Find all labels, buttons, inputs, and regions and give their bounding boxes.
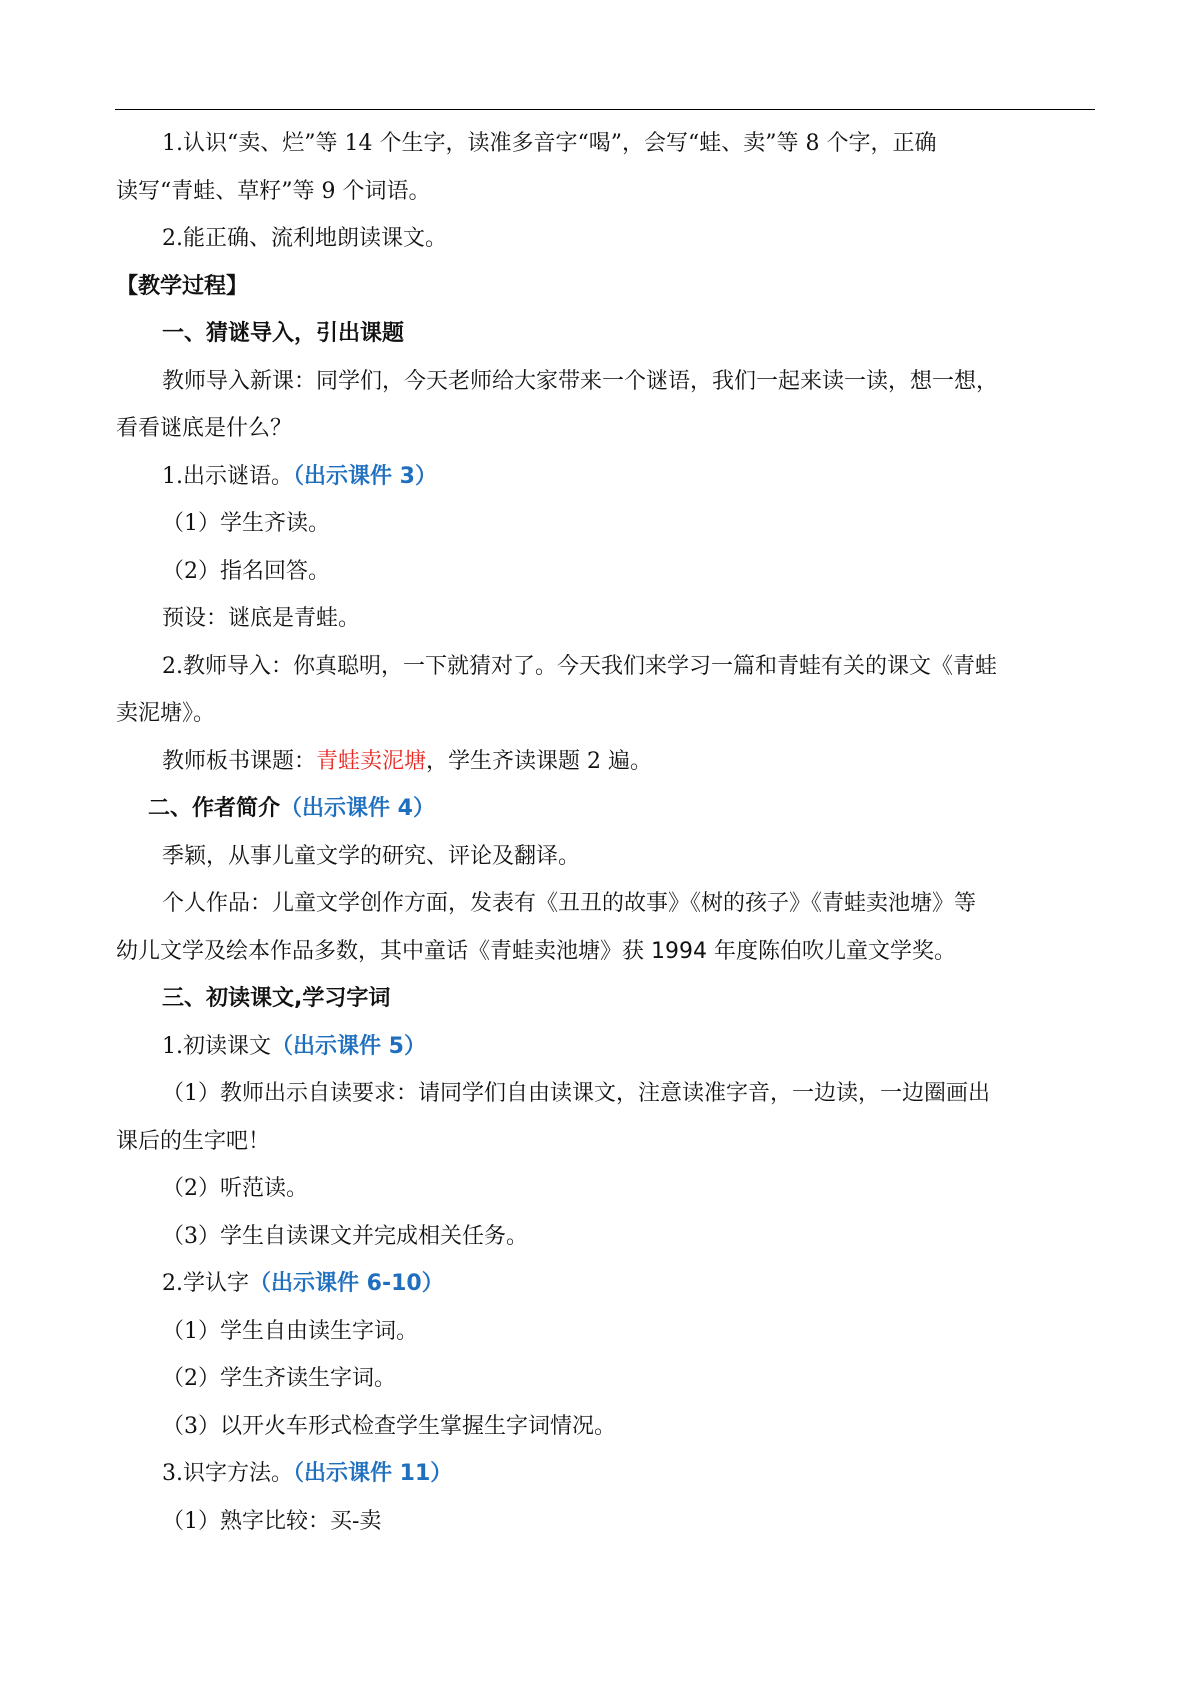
reading-step-3-1: （1）熟字比较：买-卖 [162,1508,382,1534]
preset-answer: 预设：谜底是青蛙。 [162,606,361,631]
reading-step-2-1: （1）学生自由读生字词。 [162,1318,418,1344]
reading-step-2-text: 2.学认字 [162,1271,249,1296]
board-title-red: 青蛙卖泥塘 [316,748,427,774]
section-2-text: 二、作者简介 [148,796,281,821]
author-works: 个人作品：儿童文学创作方面，发表有《丑丑的故事》《树的孩子》《青蛙卖池塘》等 [162,891,977,916]
reading-step-3 [116,1450,1096,1498]
reading-step-3-text: 3.识字方法。 [162,1461,293,1486]
courseware-tag-11: （出示课件 11） [293,1461,453,1486]
step-2-cont: 卖泥塘》。 [116,701,216,726]
reading-step-1-1: （1）教师出示自读要求：请同学们自由读课文，注意读准字音，一边读，一边圈画出 [162,1081,990,1106]
reading-step-2-2: （2）学生齐读生字词。 [162,1366,396,1391]
objective-2: 2.能正确、流利地朗读课文。 [162,226,447,251]
header-rule [115,109,1095,110]
step-1-text: 1.出示谜语。 [162,463,293,489]
section-2-heading [116,785,1096,833]
step-1-1: （1）学生齐读。 [162,511,330,536]
reading-step-2-3: （3）以开火车形式检查学生掌握生字词情况。 [162,1413,616,1439]
reading-step-1 [116,1023,1096,1071]
step-2: 2.教师导入：你真聪明，一下就猜对了。今天我们来学习一篇和青蛙有关的课文《青蛙 [162,653,997,679]
step-1-2: （2）指名回答。 [162,558,330,584]
board-title-prefix: 教师板书课题： [162,748,317,774]
courseware-tag-6-10: （出示课件 6-10） [249,1271,444,1296]
reading-step-1-1-cont: 课后的生字吧！ [116,1128,271,1154]
author-intro: 季颖，从事儿童文学的研究、评论及翻译。 [162,843,581,869]
board-title-suffix: ，学生齐读课题 2 遍。 [426,748,653,774]
heading-teaching-process: 【教学过程】 [116,273,249,299]
reading-step-2 [116,1260,1096,1308]
objective-1-cont: 读写“青蛙、草籽”等 9 个词语。 [116,178,431,204]
courseware-tag-4: （出示课件 4） [280,796,435,821]
intro-paragraph: 教师导入新课：同学们，今天老师给大家带来一个谜语，我们一起来读一读，想一想， [162,368,999,394]
reading-step-1-2: （2）听范读。 [162,1176,308,1201]
objective-1: 1.认识“卖、烂”等 14 个生字，读准多音字“喝”，会写“蛙、卖”等 8 个字，正确 [162,131,937,156]
intro-paragraph-cont: 看看谜底是什么？ [116,416,293,441]
author-works-cont: 幼儿文学及绘本作品多数，其中童话《青蛙卖池塘》获 1994 年度陈伯吹儿童文学奖。 [116,938,956,964]
section-1-heading: 一、猜谜导入，引出课题 [162,321,405,346]
reading-step-1-text: 1.初读课文 [162,1033,271,1059]
reading-step-1-3: （3）学生自读课文并完成相关任务。 [162,1223,528,1249]
document-body [116,120,1096,1545]
courseware-tag-5: （出示课件 5） [271,1033,426,1059]
courseware-tag-3: （出示课件 3） [293,463,437,489]
step-1 [116,453,1096,501]
section-3-heading: 三、初读课文,学习字词 [162,986,391,1011]
board-title-line [116,738,1096,786]
